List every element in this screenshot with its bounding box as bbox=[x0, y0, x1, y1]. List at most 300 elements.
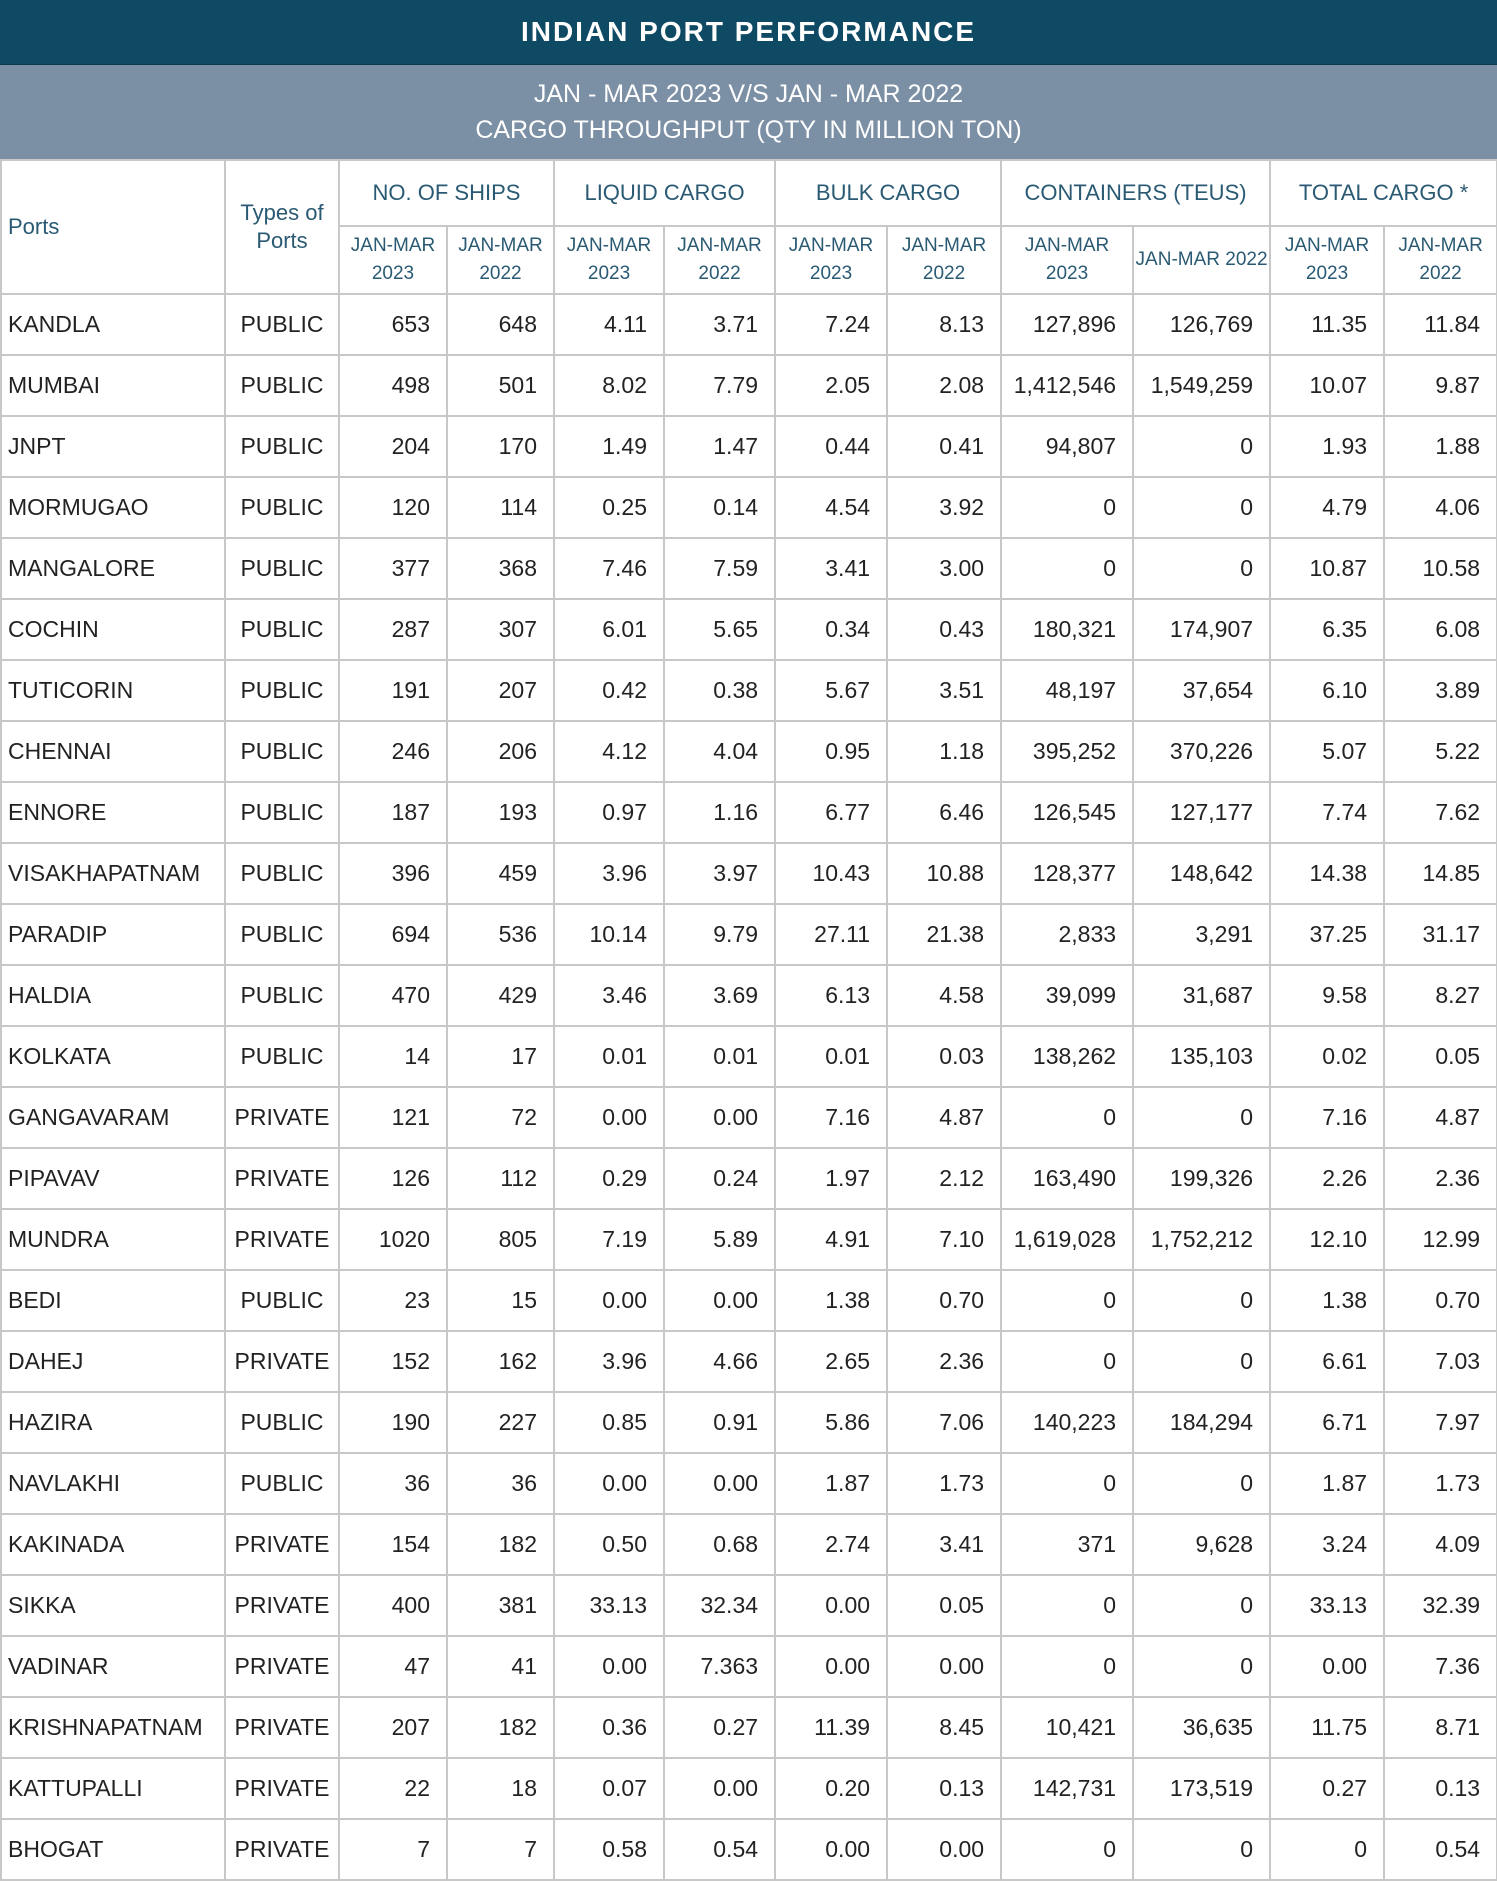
liquid-2023-cell: 0.07 bbox=[554, 1758, 664, 1819]
liquid-2022-cell: 3.69 bbox=[664, 965, 775, 1026]
port-type-cell: PRIVATE bbox=[225, 1697, 339, 1758]
liquid-2022-cell: 1.47 bbox=[664, 416, 775, 477]
containers-2023-cell: 0 bbox=[1001, 1453, 1133, 1514]
containers-2023-cell: 1,412,546 bbox=[1001, 355, 1133, 416]
liquid-2022-cell: 0.00 bbox=[664, 1758, 775, 1819]
total-2023-cell: 12.10 bbox=[1270, 1209, 1384, 1270]
total-2022-cell: 0.05 bbox=[1384, 1026, 1497, 1087]
period-header-2022: JAN-MAR 2022 bbox=[1133, 226, 1270, 294]
bulk-2022-cell: 21.38 bbox=[887, 904, 1001, 965]
total-2023-cell: 11.75 bbox=[1270, 1697, 1384, 1758]
liquid-2022-cell: 7.59 bbox=[664, 538, 775, 599]
containers-2022-cell: 127,177 bbox=[1133, 782, 1270, 843]
ships-2022-cell: 162 bbox=[447, 1331, 554, 1392]
bulk-2022-cell: 2.36 bbox=[887, 1331, 1001, 1392]
total-2022-cell: 7.36 bbox=[1384, 1636, 1497, 1697]
ships-2023-cell: 7 bbox=[339, 1819, 447, 1880]
ships-2023-cell: 23 bbox=[339, 1270, 447, 1331]
liquid-2022-cell: 5.65 bbox=[664, 599, 775, 660]
port-name-cell: TUTICORIN bbox=[1, 660, 225, 721]
period-header-2023: JAN-MAR 2023 bbox=[775, 226, 887, 294]
bulk-2023-cell: 7.24 bbox=[775, 294, 887, 355]
liquid-2023-cell: 8.02 bbox=[554, 355, 664, 416]
containers-2022-cell: 0 bbox=[1133, 1453, 1270, 1514]
bulk-2022-cell: 0.03 bbox=[887, 1026, 1001, 1087]
period-header-2023: JAN-MAR 2023 bbox=[1001, 226, 1133, 294]
bulk-2022-cell: 1.73 bbox=[887, 1453, 1001, 1514]
liquid-2023-cell: 0.42 bbox=[554, 660, 664, 721]
containers-2022-cell: 174,907 bbox=[1133, 599, 1270, 660]
containers-2022-cell: 0 bbox=[1133, 1636, 1270, 1697]
liquid-2022-cell: 0.01 bbox=[664, 1026, 775, 1087]
table-row bbox=[1, 1209, 1497, 1270]
port-name-cell: KATTUPALLI bbox=[1, 1758, 225, 1819]
port-type-cell: PRIVATE bbox=[225, 1819, 339, 1880]
port-type-cell: PUBLIC bbox=[225, 599, 339, 660]
total-2023-cell: 6.71 bbox=[1270, 1392, 1384, 1453]
bulk-2022-cell: 1.18 bbox=[887, 721, 1001, 782]
port-name-cell: PIPAVAV bbox=[1, 1148, 225, 1209]
containers-2022-cell: 199,326 bbox=[1133, 1148, 1270, 1209]
bulk-2023-cell: 0.34 bbox=[775, 599, 887, 660]
bulk-2022-cell: 8.13 bbox=[887, 294, 1001, 355]
port-name-cell: DAHEJ bbox=[1, 1331, 225, 1392]
containers-2022-cell: 0 bbox=[1133, 1331, 1270, 1392]
port-type-cell: PUBLIC bbox=[225, 355, 339, 416]
bulk-2022-cell: 0.00 bbox=[887, 1819, 1001, 1880]
table-row bbox=[1, 1087, 1497, 1148]
bulk-2023-cell: 1.87 bbox=[775, 1453, 887, 1514]
containers-2022-cell: 0 bbox=[1133, 416, 1270, 477]
total-2022-cell: 5.22 bbox=[1384, 721, 1497, 782]
ships-2022-cell: 501 bbox=[447, 355, 554, 416]
liquid-2022-cell: 3.97 bbox=[664, 843, 775, 904]
ships-2022-cell: 17 bbox=[447, 1026, 554, 1087]
port-type-cell: PUBLIC bbox=[225, 965, 339, 1026]
containers-2022-cell: 148,642 bbox=[1133, 843, 1270, 904]
liquid-2022-cell: 7.363 bbox=[664, 1636, 775, 1697]
total-2023-cell: 14.38 bbox=[1270, 843, 1384, 904]
ships-2023-cell: 470 bbox=[339, 965, 447, 1026]
subtitle-period: JAN - MAR 2023 V/S JAN - MAR 2022 bbox=[533, 80, 964, 108]
table-row bbox=[1, 1270, 1497, 1331]
liquid-2023-cell: 4.11 bbox=[554, 294, 664, 355]
containers-2023-cell: 371 bbox=[1001, 1514, 1133, 1575]
bulk-2022-cell: 0.13 bbox=[887, 1758, 1001, 1819]
total-2023-cell: 37.25 bbox=[1270, 904, 1384, 965]
liquid-2023-cell: 6.01 bbox=[554, 599, 664, 660]
liquid-2022-cell: 32.34 bbox=[664, 1575, 775, 1636]
containers-2022-cell: 1,752,212 bbox=[1133, 1209, 1270, 1270]
containers-2023-cell: 0 bbox=[1001, 1087, 1133, 1148]
bulk-2023-cell: 0.00 bbox=[775, 1819, 887, 1880]
period-header-2022: JAN-MAR 2022 bbox=[664, 226, 775, 294]
liquid-2023-cell: 0.85 bbox=[554, 1392, 664, 1453]
port-name-cell: MUNDRA bbox=[1, 1209, 225, 1270]
period-header-2023: JAN-MAR 2023 bbox=[1270, 226, 1384, 294]
ships-2022-cell: 206 bbox=[447, 721, 554, 782]
port-type-cell: PRIVATE bbox=[225, 1209, 339, 1270]
liquid-2022-cell: 1.16 bbox=[664, 782, 775, 843]
liquid-2023-cell: 0.58 bbox=[554, 1819, 664, 1880]
ships-2023-cell: 207 bbox=[339, 1697, 447, 1758]
port-name-cell: BHOGAT bbox=[1, 1819, 225, 1880]
period-header-2022: JAN-MAR 2022 bbox=[447, 226, 554, 294]
liquid-2022-cell: 5.89 bbox=[664, 1209, 775, 1270]
table-row bbox=[1, 538, 1497, 599]
liquid-2023-cell: 3.96 bbox=[554, 1331, 664, 1392]
port-name-cell: NAVLAKHI bbox=[1, 1453, 225, 1514]
table-row bbox=[1, 782, 1497, 843]
bulk-2022-cell: 2.08 bbox=[887, 355, 1001, 416]
ships-2023-cell: 653 bbox=[339, 294, 447, 355]
port-type-cell: PRIVATE bbox=[225, 1758, 339, 1819]
bulk-2022-cell: 3.41 bbox=[887, 1514, 1001, 1575]
port-type-cell: PUBLIC bbox=[225, 477, 339, 538]
port-type-cell: PUBLIC bbox=[225, 1453, 339, 1514]
total-2022-cell: 3.89 bbox=[1384, 660, 1497, 721]
ships-2022-cell: 182 bbox=[447, 1514, 554, 1575]
total-2022-cell: 4.06 bbox=[1384, 477, 1497, 538]
table-row bbox=[1, 1514, 1497, 1575]
total-2023-cell: 0 bbox=[1270, 1819, 1384, 1880]
liquid-2023-cell: 0.97 bbox=[554, 782, 664, 843]
port-type-cell: PRIVATE bbox=[225, 1087, 339, 1148]
containers-2023-cell: 0 bbox=[1001, 1636, 1133, 1697]
ships-2022-cell: 207 bbox=[447, 660, 554, 721]
containers-2023-cell: 163,490 bbox=[1001, 1148, 1133, 1209]
bulk-2023-cell: 6.77 bbox=[775, 782, 887, 843]
liquid-2022-cell: 0.91 bbox=[664, 1392, 775, 1453]
total-2022-cell: 11.84 bbox=[1384, 294, 1497, 355]
port-type-cell: PRIVATE bbox=[225, 1331, 339, 1392]
total-2023-cell: 7.16 bbox=[1270, 1087, 1384, 1148]
liquid-2023-cell: 0.25 bbox=[554, 477, 664, 538]
bulk-2023-cell: 3.41 bbox=[775, 538, 887, 599]
ships-2022-cell: 18 bbox=[447, 1758, 554, 1819]
table-row bbox=[1, 1697, 1497, 1758]
bulk-2022-cell: 3.51 bbox=[887, 660, 1001, 721]
ships-2022-cell: 114 bbox=[447, 477, 554, 538]
total-2022-cell: 1.73 bbox=[1384, 1453, 1497, 1514]
containers-2022-cell: 184,294 bbox=[1133, 1392, 1270, 1453]
port-name-cell: CHENNAI bbox=[1, 721, 225, 782]
bulk-2022-cell: 4.87 bbox=[887, 1087, 1001, 1148]
ships-2023-cell: 400 bbox=[339, 1575, 447, 1636]
liquid-2022-cell: 0.27 bbox=[664, 1697, 775, 1758]
ships-2022-cell: 36 bbox=[447, 1453, 554, 1514]
table-row bbox=[1, 1819, 1497, 1880]
ships-2023-cell: 14 bbox=[339, 1026, 447, 1087]
bulk-2023-cell: 6.13 bbox=[775, 965, 887, 1026]
port-type-column-header: Types of Ports bbox=[225, 160, 339, 294]
liquid-2022-cell: 0.00 bbox=[664, 1270, 775, 1331]
containers-2023-cell: 138,262 bbox=[1001, 1026, 1133, 1087]
ships-2022-cell: 536 bbox=[447, 904, 554, 965]
bulk-2023-cell: 0.20 bbox=[775, 1758, 887, 1819]
ships-2023-cell: 191 bbox=[339, 660, 447, 721]
port-name-cell: PARADIP bbox=[1, 904, 225, 965]
liquid-2022-cell: 4.04 bbox=[664, 721, 775, 782]
total-2023-cell: 11.35 bbox=[1270, 294, 1384, 355]
liquid-2022-cell: 0.00 bbox=[664, 1087, 775, 1148]
bulk-2023-cell: 0.44 bbox=[775, 416, 887, 477]
liquid-2023-cell: 0.29 bbox=[554, 1148, 664, 1209]
total-2023-cell: 0.27 bbox=[1270, 1758, 1384, 1819]
ships-2022-cell: 429 bbox=[447, 965, 554, 1026]
liquid-2023-cell: 10.14 bbox=[554, 904, 664, 965]
bulk-2022-cell: 0.00 bbox=[887, 1636, 1001, 1697]
containers-2023-cell: 0 bbox=[1001, 538, 1133, 599]
table-row bbox=[1, 1392, 1497, 1453]
bulk-2023-cell: 0.00 bbox=[775, 1636, 887, 1697]
containers-2023-cell: 0 bbox=[1001, 1270, 1133, 1331]
port-type-cell: PRIVATE bbox=[225, 1514, 339, 1575]
ships-group-header: NO. OF SHIPS bbox=[339, 160, 554, 226]
total-2022-cell: 4.87 bbox=[1384, 1087, 1497, 1148]
liquid-2023-cell: 0.01 bbox=[554, 1026, 664, 1087]
ports-column-header: Ports bbox=[1, 160, 225, 294]
containers-2023-cell: 140,223 bbox=[1001, 1392, 1133, 1453]
table-row bbox=[1, 1331, 1497, 1392]
bulk-2022-cell: 10.88 bbox=[887, 843, 1001, 904]
bulk-2023-cell: 7.16 bbox=[775, 1087, 887, 1148]
port-type-cell: PUBLIC bbox=[225, 843, 339, 904]
ships-2022-cell: 648 bbox=[447, 294, 554, 355]
bulk-2023-cell: 5.86 bbox=[775, 1392, 887, 1453]
table-row bbox=[1, 477, 1497, 538]
port-name-cell: HALDIA bbox=[1, 965, 225, 1026]
port-name-cell: COCHIN bbox=[1, 599, 225, 660]
ships-2022-cell: 381 bbox=[447, 1575, 554, 1636]
table-body bbox=[1, 294, 1497, 1880]
liquid-2022-cell: 3.71 bbox=[664, 294, 775, 355]
total-2022-cell: 7.62 bbox=[1384, 782, 1497, 843]
containers-2023-cell: 48,197 bbox=[1001, 660, 1133, 721]
table-row bbox=[1, 843, 1497, 904]
port-name-cell: HAZIRA bbox=[1, 1392, 225, 1453]
containers-2022-cell: 9,628 bbox=[1133, 1514, 1270, 1575]
containers-2023-cell: 128,377 bbox=[1001, 843, 1133, 904]
port-name-cell: KOLKATA bbox=[1, 1026, 225, 1087]
port-name-cell: JNPT bbox=[1, 416, 225, 477]
ships-2023-cell: 377 bbox=[339, 538, 447, 599]
liquid-2022-cell: 0.54 bbox=[664, 1819, 775, 1880]
ships-2023-cell: 22 bbox=[339, 1758, 447, 1819]
liquid-2022-cell: 0.24 bbox=[664, 1148, 775, 1209]
liquid-2023-cell: 0.00 bbox=[554, 1453, 664, 1514]
bulk-2023-cell: 2.74 bbox=[775, 1514, 887, 1575]
port-name-cell: KANDLA bbox=[1, 294, 225, 355]
total-2023-cell: 7.74 bbox=[1270, 782, 1384, 843]
total-2022-cell: 6.08 bbox=[1384, 599, 1497, 660]
bulk-2023-cell: 2.05 bbox=[775, 355, 887, 416]
ships-2022-cell: 368 bbox=[447, 538, 554, 599]
port-name-cell: MUMBAI bbox=[1, 355, 225, 416]
liquid-2022-cell: 9.79 bbox=[664, 904, 775, 965]
table-row bbox=[1, 1453, 1497, 1514]
bulk-2023-cell: 1.97 bbox=[775, 1148, 887, 1209]
bulk-2023-cell: 11.39 bbox=[775, 1697, 887, 1758]
ships-2023-cell: 287 bbox=[339, 599, 447, 660]
ships-2023-cell: 120 bbox=[339, 477, 447, 538]
port-type-cell: PRIVATE bbox=[225, 1148, 339, 1209]
table-row bbox=[1, 1575, 1497, 1636]
total-2022-cell: 31.17 bbox=[1384, 904, 1497, 965]
total-2022-cell: 7.97 bbox=[1384, 1392, 1497, 1453]
containers-2023-cell: 126,545 bbox=[1001, 782, 1133, 843]
total-2023-cell: 1.87 bbox=[1270, 1453, 1384, 1514]
containers-2023-cell: 39,099 bbox=[1001, 965, 1133, 1026]
port-name-cell: ENNORE bbox=[1, 782, 225, 843]
bulk-2022-cell: 4.58 bbox=[887, 965, 1001, 1026]
total-2023-cell: 6.10 bbox=[1270, 660, 1384, 721]
port-type-cell: PUBLIC bbox=[225, 1392, 339, 1453]
total-2022-cell: 10.58 bbox=[1384, 538, 1497, 599]
total-2023-cell: 6.61 bbox=[1270, 1331, 1384, 1392]
total-2022-cell: 0.54 bbox=[1384, 1819, 1497, 1880]
liquid-2023-cell: 0.00 bbox=[554, 1270, 664, 1331]
containers-2022-cell: 0 bbox=[1133, 477, 1270, 538]
total-2022-cell: 12.99 bbox=[1384, 1209, 1497, 1270]
port-type-cell: PUBLIC bbox=[225, 538, 339, 599]
liquid-2022-cell: 0.00 bbox=[664, 1453, 775, 1514]
ships-2023-cell: 187 bbox=[339, 782, 447, 843]
total-2022-cell: 9.87 bbox=[1384, 355, 1497, 416]
total-2022-cell: 0.13 bbox=[1384, 1758, 1497, 1819]
total-2022-cell: 0.70 bbox=[1384, 1270, 1497, 1331]
port-type-cell: PUBLIC bbox=[225, 1270, 339, 1331]
containers-2023-cell: 395,252 bbox=[1001, 721, 1133, 782]
ships-2022-cell: 15 bbox=[447, 1270, 554, 1331]
total-2023-cell: 10.87 bbox=[1270, 538, 1384, 599]
containers-2023-cell: 127,896 bbox=[1001, 294, 1133, 355]
liquid-2023-cell: 0.00 bbox=[554, 1087, 664, 1148]
bulk-2022-cell: 2.12 bbox=[887, 1148, 1001, 1209]
bulk-2023-cell: 1.38 bbox=[775, 1270, 887, 1331]
total-2022-cell: 1.88 bbox=[1384, 416, 1497, 477]
bulk-2022-cell: 3.92 bbox=[887, 477, 1001, 538]
bulk-2022-cell: 6.46 bbox=[887, 782, 1001, 843]
containers-2022-cell: 3,291 bbox=[1133, 904, 1270, 965]
ships-2022-cell: 182 bbox=[447, 1697, 554, 1758]
bulk-cargo-group-header: BULK CARGO bbox=[775, 160, 1001, 226]
total-2023-cell: 3.24 bbox=[1270, 1514, 1384, 1575]
table-row bbox=[1, 660, 1497, 721]
header-row-groups bbox=[1, 160, 1497, 226]
bulk-2023-cell: 10.43 bbox=[775, 843, 887, 904]
containers-2023-cell: 1,619,028 bbox=[1001, 1209, 1133, 1270]
bulk-2023-cell: 27.11 bbox=[775, 904, 887, 965]
ships-2023-cell: 246 bbox=[339, 721, 447, 782]
containers-2023-cell: 2,833 bbox=[1001, 904, 1133, 965]
bulk-2022-cell: 0.70 bbox=[887, 1270, 1001, 1331]
liquid-2022-cell: 0.38 bbox=[664, 660, 775, 721]
bulk-2023-cell: 0.00 bbox=[775, 1575, 887, 1636]
table-row bbox=[1, 1758, 1497, 1819]
total-2022-cell: 4.09 bbox=[1384, 1514, 1497, 1575]
period-header-2022: JAN-MAR 2022 bbox=[887, 226, 1001, 294]
bulk-2023-cell: 2.65 bbox=[775, 1331, 887, 1392]
containers-2023-cell: 142,731 bbox=[1001, 1758, 1133, 1819]
table-row bbox=[1, 294, 1497, 355]
port-type-cell: PRIVATE bbox=[225, 1575, 339, 1636]
table-row bbox=[1, 1026, 1497, 1087]
port-name-cell: KAKINADA bbox=[1, 1514, 225, 1575]
containers-2022-cell: 0 bbox=[1133, 1575, 1270, 1636]
ships-2022-cell: 72 bbox=[447, 1087, 554, 1148]
ships-2023-cell: 36 bbox=[339, 1453, 447, 1514]
containers-2022-cell: 36,635 bbox=[1133, 1697, 1270, 1758]
bulk-2023-cell: 5.67 bbox=[775, 660, 887, 721]
containers-2023-cell: 0 bbox=[1001, 477, 1133, 538]
liquid-2023-cell: 0.50 bbox=[554, 1514, 664, 1575]
liquid-2022-cell: 0.68 bbox=[664, 1514, 775, 1575]
total-2022-cell: 32.39 bbox=[1384, 1575, 1497, 1636]
total-2023-cell: 33.13 bbox=[1270, 1575, 1384, 1636]
containers-2023-cell: 0 bbox=[1001, 1575, 1133, 1636]
table-row bbox=[1, 1148, 1497, 1209]
port-name-cell: VADINAR bbox=[1, 1636, 225, 1697]
table-row bbox=[1, 965, 1497, 1026]
ships-2023-cell: 121 bbox=[339, 1087, 447, 1148]
ships-2022-cell: 41 bbox=[447, 1636, 554, 1697]
ships-2023-cell: 190 bbox=[339, 1392, 447, 1453]
port-name-cell: BEDI bbox=[1, 1270, 225, 1331]
containers-2023-cell: 180,321 bbox=[1001, 599, 1133, 660]
containers-2023-cell: 0 bbox=[1001, 1331, 1133, 1392]
bulk-2022-cell: 8.45 bbox=[887, 1697, 1001, 1758]
total-2023-cell: 4.79 bbox=[1270, 477, 1384, 538]
period-header-2022: JAN-MAR 2022 bbox=[1384, 226, 1497, 294]
ships-2023-cell: 204 bbox=[339, 416, 447, 477]
table-row bbox=[1, 721, 1497, 782]
liquid-2022-cell: 7.79 bbox=[664, 355, 775, 416]
total-2023-cell: 10.07 bbox=[1270, 355, 1384, 416]
containers-2023-cell: 94,807 bbox=[1001, 416, 1133, 477]
ships-2023-cell: 126 bbox=[339, 1148, 447, 1209]
liquid-2023-cell: 0.36 bbox=[554, 1697, 664, 1758]
ships-2023-cell: 154 bbox=[339, 1514, 447, 1575]
port-name-cell: MORMUGAO bbox=[1, 477, 225, 538]
total-2023-cell: 2.26 bbox=[1270, 1148, 1384, 1209]
total-2023-cell: 1.38 bbox=[1270, 1270, 1384, 1331]
period-header-2023: JAN-MAR 2023 bbox=[339, 226, 447, 294]
ships-2022-cell: 459 bbox=[447, 843, 554, 904]
ships-2023-cell: 396 bbox=[339, 843, 447, 904]
total-2022-cell: 8.27 bbox=[1384, 965, 1497, 1026]
table-row bbox=[1, 599, 1497, 660]
containers-2022-cell: 0 bbox=[1133, 1270, 1270, 1331]
ships-2022-cell: 307 bbox=[447, 599, 554, 660]
port-name-cell: GANGAVARAM bbox=[1, 1087, 225, 1148]
containers-2022-cell: 135,103 bbox=[1133, 1026, 1270, 1087]
port-type-cell: PUBLIC bbox=[225, 1026, 339, 1087]
period-header-2023: JAN-MAR 2023 bbox=[554, 226, 664, 294]
liquid-2023-cell: 3.46 bbox=[554, 965, 664, 1026]
bulk-2022-cell: 7.10 bbox=[887, 1209, 1001, 1270]
table-row bbox=[1, 904, 1497, 965]
port-type-cell: PUBLIC bbox=[225, 782, 339, 843]
liquid-2023-cell: 7.46 bbox=[554, 538, 664, 599]
liquid-2023-cell: 0.00 bbox=[554, 1636, 664, 1697]
liquid-2023-cell: 1.49 bbox=[554, 416, 664, 477]
bulk-2022-cell: 0.05 bbox=[887, 1575, 1001, 1636]
containers-2022-cell: 126,769 bbox=[1133, 294, 1270, 355]
containers-2022-cell: 0 bbox=[1133, 538, 1270, 599]
containers-2023-cell: 0 bbox=[1001, 1819, 1133, 1880]
report-subtitle bbox=[0, 65, 1497, 159]
